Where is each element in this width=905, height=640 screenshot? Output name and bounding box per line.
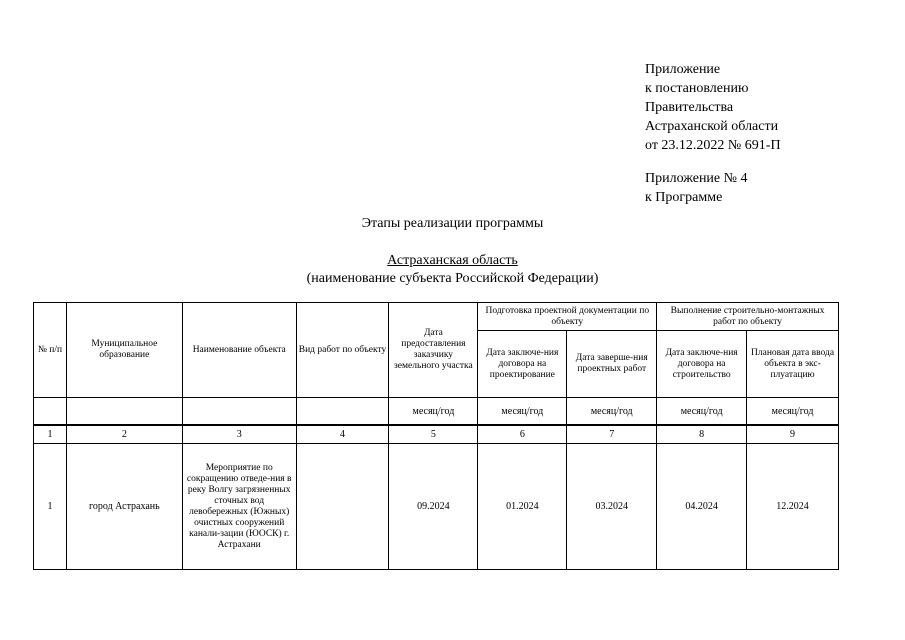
header-land-date: Дата предоставления заказчику земельного участка (389, 303, 478, 398)
cell-design-contract: 01.2024 (478, 444, 567, 570)
header-build-group: Выполнение строительно-монтажных работ по объекту (657, 303, 839, 331)
appendix-line: к постановлению (645, 81, 749, 96)
header-build-contract: Дата заключе-ния договора на строительство (657, 331, 747, 398)
units-empty (66, 398, 182, 426)
cell-work-type (296, 444, 389, 570)
col-number: 8 (657, 425, 747, 444)
col-number: 1 (34, 425, 67, 444)
program-appendix-line: к Программе (645, 190, 723, 205)
appendix-line: от 23.12.2022 № 691-П (645, 138, 781, 153)
header-work-type: Вид работ по объекту (296, 303, 389, 398)
header-num: № п/п (34, 303, 67, 398)
col-number: 2 (66, 425, 182, 444)
col-number: 5 (389, 425, 478, 444)
units-cell: месяц/год (657, 398, 747, 426)
header-design-group: Подготовка проектной документации по объекту (478, 303, 657, 331)
region-name: Астраханская область (387, 253, 518, 268)
units-cell: месяц/год (478, 398, 567, 426)
units-empty (296, 398, 389, 426)
header-design-end: Дата заверше-ния проектных работ (567, 331, 657, 398)
program-appendix-line: Приложение № 4 (645, 171, 748, 186)
units-cell: месяц/год (747, 398, 839, 426)
cell-municipality: город Астрахань (66, 444, 182, 570)
cell-num: 1 (34, 444, 67, 570)
units-cell: месяц/год (389, 398, 478, 426)
col-number: 6 (478, 425, 567, 444)
appendix-line: Астраханской области (645, 119, 779, 134)
page-title: Этапы реализации программы (361, 216, 544, 231)
region-block (0, 252, 905, 288)
header-object: Наименование объекта (182, 303, 296, 398)
col-number: 9 (747, 425, 839, 444)
cell-build-contract: 04.2024 (657, 444, 747, 570)
cell-commission: 12.2024 (747, 444, 839, 570)
cell-land-date: 09.2024 (389, 444, 478, 570)
spacer (645, 155, 781, 169)
appendix-block (645, 60, 781, 207)
cell-design-end: 03.2024 (567, 444, 657, 570)
col-number: 3 (182, 425, 296, 444)
units-cell: месяц/год (567, 398, 657, 426)
units-empty (34, 398, 67, 426)
header-design-contract: Дата заключе-ния договора на проектирование (478, 331, 567, 398)
cell-object: Мероприятие по сокращению отведе-ния в реку Волгу загрязненных сточных вод левобережных (Южных) очистных сооружений канали-зации (ЮОСК) г. Астрахани (182, 444, 296, 570)
region-caption: (наименование субъекта Российской Федерации) (306, 271, 599, 286)
header-municipality: Муниципальное образование (66, 303, 182, 398)
units-empty (182, 398, 296, 426)
stages-table (33, 302, 839, 570)
header-commission: Плановая дата ввода объекта в экс-плуатацию (747, 331, 839, 398)
table-row (34, 444, 839, 570)
appendix-line: Приложение (645, 62, 721, 77)
col-number: 4 (296, 425, 389, 444)
appendix-line: Правительства (645, 100, 734, 115)
col-number: 7 (567, 425, 657, 444)
